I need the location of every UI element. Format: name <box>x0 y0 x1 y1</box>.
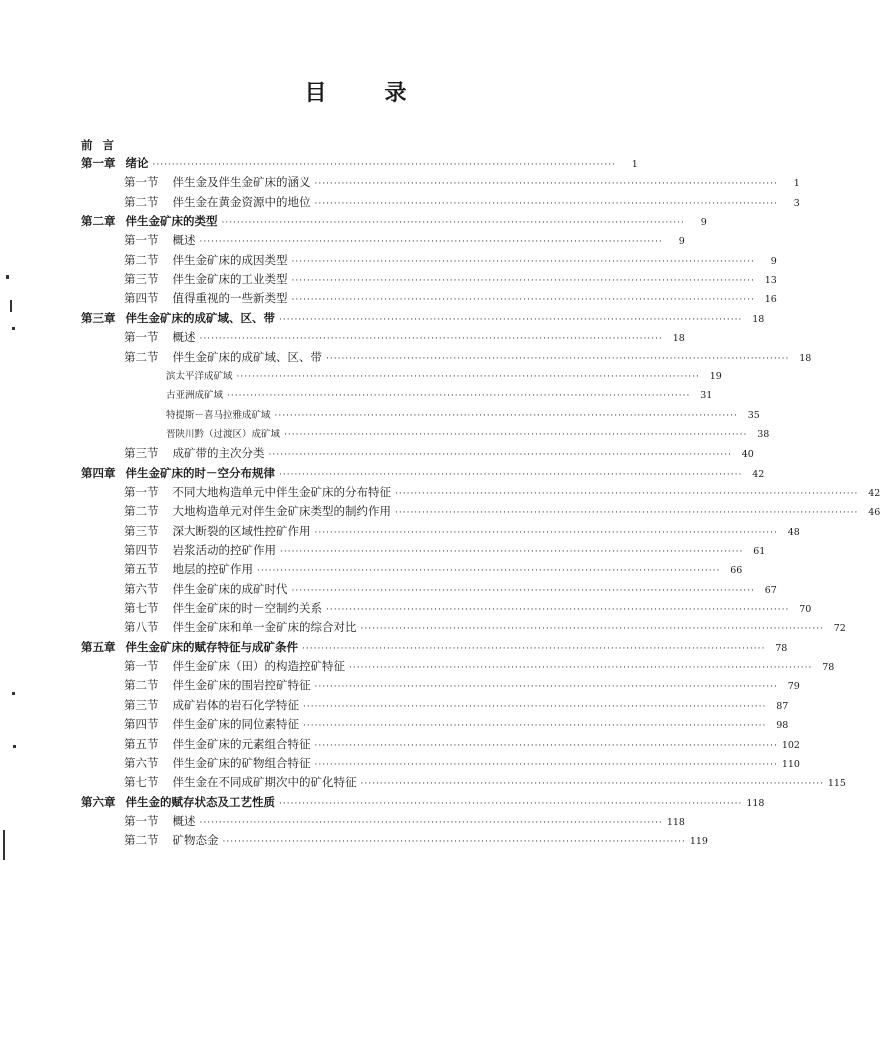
dot-leader: ························································································································ <box>274 410 738 421</box>
entry-number: 第六节 <box>124 755 159 770</box>
dot-leader: ························································································································ <box>291 276 755 287</box>
entry-title: 概述 <box>172 233 196 248</box>
page-number: 18 <box>752 313 765 325</box>
page-number: 1 <box>793 178 800 190</box>
entry-title: 伴生金矿床的成矿时代 <box>172 581 288 596</box>
dot-leader: ························································································································ <box>360 624 824 635</box>
entry-number: 第三章 <box>81 310 116 325</box>
toc-section-entry[interactable] <box>124 774 846 792</box>
entry-title: 成矿带的主次分类 <box>172 446 265 461</box>
page-number: 87 <box>776 700 789 712</box>
page-number: 79 <box>787 681 800 693</box>
entry-number: 第二节 <box>124 349 159 364</box>
dot-leader: ························································································································ <box>236 371 700 382</box>
entry-number: 第三节 <box>124 446 159 461</box>
entry-number: 第一章 <box>81 156 116 170</box>
toc-section-entry[interactable] <box>124 542 766 560</box>
entry-number: 第七节 <box>124 775 159 790</box>
entry-number: 第二节 <box>124 252 159 267</box>
dot-leader: ························································································································ <box>314 198 778 209</box>
dot-leader: ························································································································ <box>303 701 767 712</box>
toc-section-entry[interactable] <box>124 619 846 637</box>
page-number: 118 <box>666 816 685 828</box>
page-number: 70 <box>799 604 812 616</box>
page-number: 38 <box>757 428 770 440</box>
page-number: 9 <box>770 255 777 267</box>
entry-title: 成矿岩体的岩石化学特征 <box>172 697 299 712</box>
entry-title: 伴生金矿床的赋存特征与成矿条件 <box>125 639 298 654</box>
title-char-1: 目 <box>304 81 329 106</box>
toc-subsection-entry[interactable] <box>166 368 722 386</box>
toc-section-entry[interactable] <box>124 503 880 521</box>
page-number: 18 <box>799 352 812 364</box>
toc-subsection-entry[interactable] <box>166 407 760 425</box>
entry-number: 第八节 <box>124 620 159 635</box>
toc-section-entry[interactable] <box>124 252 777 270</box>
dot-leader: ························································································································ <box>326 605 790 616</box>
entry-number: 第三节 <box>124 697 159 712</box>
toc-chapter-entry[interactable] <box>81 155 638 173</box>
entry-title: 伴生金矿床的元素组合特征 <box>172 736 311 751</box>
page-number: 78 <box>775 642 788 654</box>
dot-leader: ························································································································ <box>199 334 663 345</box>
page-number: 48 <box>787 526 800 538</box>
scan-mark <box>3 830 5 860</box>
toc-section-entry[interactable] <box>124 329 685 347</box>
page-number: 40 <box>741 449 754 461</box>
toc-chapter-entry[interactable] <box>81 465 765 483</box>
page-number: 42 <box>868 487 880 499</box>
scan-mark <box>13 745 16 748</box>
toc-section-entry[interactable] <box>124 755 800 773</box>
dot-leader: ························································································································ <box>314 179 778 190</box>
page-number: 18 <box>672 333 685 345</box>
entry-title: 古亚洲成矿域 <box>166 390 224 402</box>
entry-number: 第一节 <box>124 330 159 345</box>
page-number: 66 <box>730 565 743 577</box>
page-number: 16 <box>764 294 777 306</box>
entry-number: 第一节 <box>124 233 159 248</box>
dot-leader: ························································································································ <box>395 488 859 499</box>
page-number: 9 <box>700 217 707 229</box>
toc-section-entry[interactable] <box>124 677 800 695</box>
entry-title: 滨太平洋成矿域 <box>166 370 233 382</box>
entry-number: 第五节 <box>124 736 159 751</box>
dot-leader: ························································································································ <box>221 218 685 229</box>
entry-number: 第二章 <box>81 214 116 229</box>
page-number: 61 <box>753 546 766 557</box>
toc-section-entry[interactable] <box>124 581 777 599</box>
entry-title: 伴生金矿床的同位素特征 <box>172 717 299 732</box>
dot-leader: ························································································································ <box>326 353 790 364</box>
preface-entry[interactable]: 前言 <box>81 138 124 152</box>
toc-chapter-entry[interactable] <box>81 310 765 328</box>
page-number: 9 <box>678 236 685 248</box>
dot-leader: ························································································································ <box>314 527 778 538</box>
entry-number: 第七节 <box>124 601 159 616</box>
entry-title: 伴生金矿床的工业类型 <box>172 272 288 287</box>
page-number: 1 <box>631 159 638 170</box>
toc-section-entry[interactable] <box>124 445 754 463</box>
toc-section-entry[interactable] <box>124 232 685 250</box>
toc-section-entry[interactable] <box>124 697 789 715</box>
entry-title: 伴生金矿床的围岩控矿特征 <box>172 678 311 693</box>
dot-leader: ························································································································ <box>314 682 778 693</box>
entry-number: 第四章 <box>81 465 116 480</box>
entry-title: 伴生金矿床的时－空分布规律 <box>125 465 275 480</box>
entry-title: 伴生金矿床的类型 <box>125 214 218 229</box>
dot-leader: ························································································································ <box>291 256 755 267</box>
toc-chapter-entry[interactable] <box>81 639 788 657</box>
scan-mark <box>12 327 15 330</box>
entry-title: 伴生金矿床和单一金矿床的综合对比 <box>172 620 357 635</box>
dot-leader: ························································································································ <box>199 817 663 828</box>
page-number: 31 <box>700 390 713 402</box>
entry-number: 第五章 <box>81 639 116 654</box>
dot-leader: ························································································································ <box>395 508 859 519</box>
page-number: 67 <box>764 584 777 596</box>
page-number: 72 <box>833 623 846 635</box>
entry-title: 特提斯－喜马拉雅成矿域 <box>166 409 271 421</box>
toc-section-entry[interactable] <box>124 561 743 579</box>
entry-title: 伴生金矿床的成矿域、区、带 <box>172 349 322 364</box>
entry-title: 概述 <box>172 330 196 345</box>
dot-leader: ························································································································ <box>279 798 743 809</box>
entry-title: 伴生金矿床的矿物组合特征 <box>172 755 311 770</box>
entry-title: 大地构造单元对伴生金矿床类型的制约作用 <box>172 504 391 519</box>
page-number: 3 <box>793 197 800 209</box>
toc-chapter-entry[interactable] <box>81 794 765 812</box>
toc-section-entry[interactable] <box>124 194 800 212</box>
dot-leader: ························································································································ <box>152 160 616 170</box>
page-number: 115 <box>827 778 846 790</box>
entry-number: 第六节 <box>124 581 159 596</box>
dot-leader: ························································································································ <box>257 566 721 577</box>
entry-title: 不同大地构造单元中伴生金矿床的分布特征 <box>172 484 391 499</box>
toc-section-entry[interactable] <box>124 658 835 676</box>
dot-leader: ························································································································ <box>268 450 732 461</box>
toc-section-entry[interactable] <box>124 832 708 850</box>
dot-leader: ························································································································ <box>284 429 748 440</box>
entry-number: 第二节 <box>124 194 159 209</box>
entry-title: 岩浆活动的控矿作用 <box>172 543 276 557</box>
toc-section-entry[interactable] <box>124 716 789 734</box>
entry-number: 第三节 <box>124 523 159 538</box>
dot-leader: ························································································································ <box>302 643 766 654</box>
entry-number: 第一节 <box>124 659 159 674</box>
scan-mark <box>10 300 12 312</box>
toc-subsection-entry[interactable] <box>166 426 770 444</box>
dot-leader: ························································································································ <box>291 585 755 596</box>
dot-leader: ························································································································ <box>280 547 744 557</box>
page-number: 13 <box>764 275 777 287</box>
page-number: 102 <box>781 739 800 751</box>
toc-section-entry[interactable] <box>124 290 777 308</box>
scan-mark <box>12 692 15 695</box>
page-number: 46 <box>868 507 880 519</box>
toc-section-entry[interactable] <box>124 736 800 754</box>
entry-title: 伴生金及伴生金矿床的涵义 <box>172 175 311 190</box>
entry-title: 伴生金的赋存状态及工艺性质 <box>125 794 275 809</box>
entry-number: 第六章 <box>81 794 116 809</box>
toc-section-entry[interactable] <box>124 484 880 502</box>
entry-title: 矿物态金 <box>172 833 219 848</box>
toc-section-entry[interactable] <box>124 523 800 541</box>
entry-number: 第一节 <box>124 484 159 499</box>
dot-leader: ························································································································ <box>279 314 743 325</box>
page-number: 78 <box>822 662 835 674</box>
page-number: 118 <box>746 797 765 809</box>
page-number: 110 <box>781 758 800 770</box>
page-number: 35 <box>747 409 760 421</box>
entry-title: 概述 <box>172 813 196 828</box>
toc-section-entry[interactable] <box>124 271 777 289</box>
entry-title: 伴生金矿床的成因类型 <box>172 252 288 267</box>
page-number: 19 <box>709 370 722 382</box>
entry-number: 第二节 <box>124 678 159 693</box>
entry-title: 伴生金在不同成矿期次中的矿化特征 <box>172 775 357 790</box>
entry-title: 绪论 <box>125 156 149 170</box>
toc-section-entry[interactable] <box>124 813 685 831</box>
dot-leader: ························································································································ <box>303 721 767 732</box>
dot-leader: ························································································································ <box>349 663 813 674</box>
toc-chapter-entry[interactable] <box>81 213 707 231</box>
toc-subsection-entry[interactable] <box>166 387 713 405</box>
toc-section-entry[interactable] <box>124 349 812 367</box>
entry-title: 伴生金在黄金资源中的地位 <box>172 194 311 209</box>
dot-leader: ························································································································ <box>314 759 778 770</box>
entry-number: 第四节 <box>124 543 159 557</box>
page-number: 98 <box>776 720 789 732</box>
entry-title: 晋陕川黔（过渡区）成矿域 <box>166 428 281 440</box>
dot-leader: ························································································································ <box>314 740 778 751</box>
scan-mark <box>6 275 9 279</box>
entry-number: 第一节 <box>124 813 159 828</box>
dot-leader: ························································································································ <box>199 237 663 248</box>
entry-title: 深大断裂的区域性控矿作用 <box>172 523 311 538</box>
dot-leader: ························································································································ <box>360 779 824 790</box>
toc-section-entry[interactable] <box>124 174 800 192</box>
entry-title: 伴生金矿床（田）的构造控矿特征 <box>172 659 345 674</box>
title-char-2: 录 <box>384 81 409 106</box>
page-number: 119 <box>689 836 708 848</box>
dot-leader: ························································································································ <box>227 391 691 402</box>
entry-title: 值得重视的一些新类型 <box>172 291 288 306</box>
entry-number: 第四节 <box>124 717 159 732</box>
entry-number: 第五节 <box>124 562 159 577</box>
entry-number: 第二节 <box>124 833 159 848</box>
entry-number: 第三节 <box>124 272 159 287</box>
entry-number: 第一节 <box>124 175 159 190</box>
dot-leader: ························································································································ <box>222 837 686 848</box>
page-number: 42 <box>752 468 765 480</box>
entry-number: 第二节 <box>124 504 159 519</box>
entry-title: 伴生金矿床的时－空制约关系 <box>172 601 322 616</box>
dot-leader: ························································································································ <box>291 295 755 306</box>
entry-title: 地层的控矿作用 <box>172 562 253 577</box>
entry-title: 伴生金矿床的成矿域、区、带 <box>125 310 275 325</box>
entry-number: 第四节 <box>124 291 159 306</box>
dot-leader: ························································································································ <box>279 469 743 480</box>
toc-section-entry[interactable] <box>124 600 812 618</box>
